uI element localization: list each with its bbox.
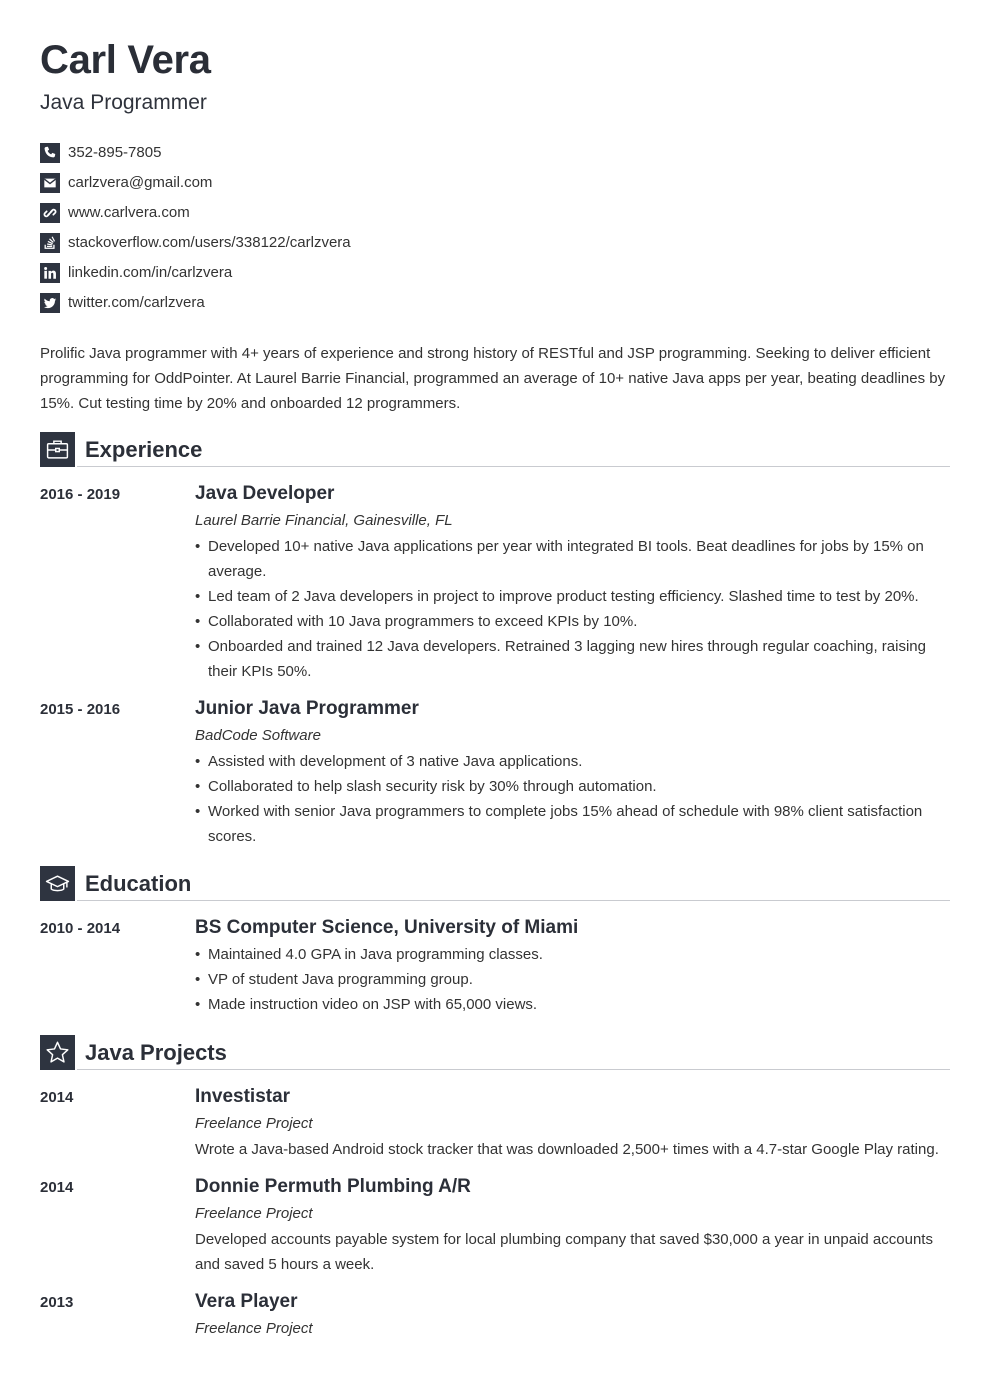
graduation-cap-icon — [40, 866, 75, 901]
entry-description: Developed accounts payable system for local plumbing company that saved $30,000 a year in unpaid accounts and saved 5 hours a week. — [195, 1231, 933, 1273]
entry-organization: Freelance Project — [195, 1205, 313, 1222]
email-icon — [40, 173, 60, 193]
candidate-name: Carl Vera — [40, 38, 211, 82]
section-title: Experience — [85, 437, 203, 462]
section-title: Education — [85, 871, 192, 896]
phone-text[interactable]: 352-895-7805 — [68, 143, 162, 161]
entry-organization: Freelance Project — [195, 1115, 313, 1132]
entry-date: 2014 — [40, 1179, 74, 1196]
contact-phone — [40, 138, 351, 168]
entry-date: 2014 — [40, 1089, 74, 1106]
entry-organization: Freelance Project — [195, 1320, 313, 1337]
entry-title: Investistar — [195, 1086, 291, 1107]
section-education-header — [40, 866, 950, 902]
section-title: Java Projects — [85, 1040, 227, 1065]
job-title: Java Programmer — [40, 91, 207, 114]
entry-bullets — [195, 749, 950, 849]
linkedin-text[interactable]: linkedin.com/in/carlzvera — [68, 263, 233, 281]
bullet-item: • Onboarded and trained 12 Java developers. Retrained 3 lagging new hires through regular coaching, raising their KPIs 50%. — [195, 634, 950, 684]
entry-title: BS Computer Science, University of Miami — [195, 917, 579, 938]
link-icon — [40, 203, 60, 223]
bullet-item: • Led team of 2 Java developers in project to improve product testing efficiency. Slashed time to test by 20%. — [195, 584, 950, 609]
entry-organization: BadCode Software — [195, 727, 321, 744]
entry-title: Donnie Permuth Plumbing A/R — [195, 1176, 471, 1197]
entry-bullets — [195, 942, 950, 1017]
bullet-item: • Maintained 4.0 GPA in Java programming classes. — [195, 942, 950, 967]
bullet-item: • VP of student Java programming group. — [195, 967, 950, 992]
linkedin-icon — [40, 263, 60, 283]
contact-stackoverflow — [40, 228, 351, 258]
section-divider — [77, 466, 950, 467]
entry-date: 2016 - 2019 — [40, 486, 121, 503]
entry-organization: Laurel Barrie Financial, Gainesville, FL — [195, 512, 453, 529]
phone-icon — [40, 143, 60, 163]
entry-date: 2013 — [40, 1294, 74, 1311]
twitter-text[interactable]: twitter.com/carlzvera — [68, 293, 205, 311]
bullet-item: • Collaborated to help slash security risk by 30% through automation. — [195, 774, 950, 799]
entry-title: Junior Java Programmer — [195, 698, 419, 719]
entry-date: 2015 - 2016 — [40, 701, 121, 718]
website-text[interactable]: www.carlvera.com — [68, 203, 190, 221]
profile-summary: Prolific Java programmer with 4+ years of experience and strong history of RESTful and JSP programming. Seeking to deliver efficient programming for OddPointer. At Laurel Barrie Financial, programmed an average of 10+ native Java apps per year, beating deadlines by 15%. Cut testing time by 20% and onboarded 12 programmers. — [40, 345, 946, 412]
briefcase-icon — [40, 432, 75, 467]
bullet-item: • Made instruction video on JSP with 65,000 views. — [195, 992, 950, 1017]
contact-email — [40, 168, 351, 198]
section-divider — [77, 1069, 950, 1070]
bullet-item: • Assisted with development of 3 native Java applications. — [195, 749, 950, 774]
bullet-item: • Collaborated with 10 Java programmers to exceed KPIs by 10%. — [195, 609, 950, 634]
contact-linkedin — [40, 258, 351, 288]
section-projects-header — [40, 1035, 950, 1071]
contact-website — [40, 198, 351, 228]
contact-list — [40, 138, 351, 318]
entry-description: Wrote a Java-based Android stock tracker that was downloaded 2,500+ times with a 4.7-star Google Play rating. — [195, 1141, 939, 1158]
email-text[interactable]: carlzvera@gmail.com — [68, 173, 213, 191]
twitter-icon — [40, 293, 60, 313]
entry-title: Java Developer — [195, 483, 335, 504]
entry-date: 2010 - 2014 — [40, 920, 121, 937]
stackoverflow-icon — [40, 233, 60, 253]
contact-twitter — [40, 288, 351, 318]
bullet-item: • Worked with senior Java programmers to complete jobs 15% ahead of schedule with 98% client satisfaction scores. — [195, 799, 950, 849]
stackoverflow-text[interactable]: stackoverflow.com/users/338122/carlzvera — [68, 233, 351, 251]
star-icon — [40, 1035, 75, 1070]
bullet-item: • Developed 10+ native Java applications per year with integrated BI tools. Beat deadlines for jobs by 15% on average. — [195, 534, 950, 584]
section-divider — [77, 900, 950, 901]
section-experience-header — [40, 432, 950, 468]
entry-title: Vera Player — [195, 1291, 298, 1312]
entry-bullets — [195, 534, 950, 684]
